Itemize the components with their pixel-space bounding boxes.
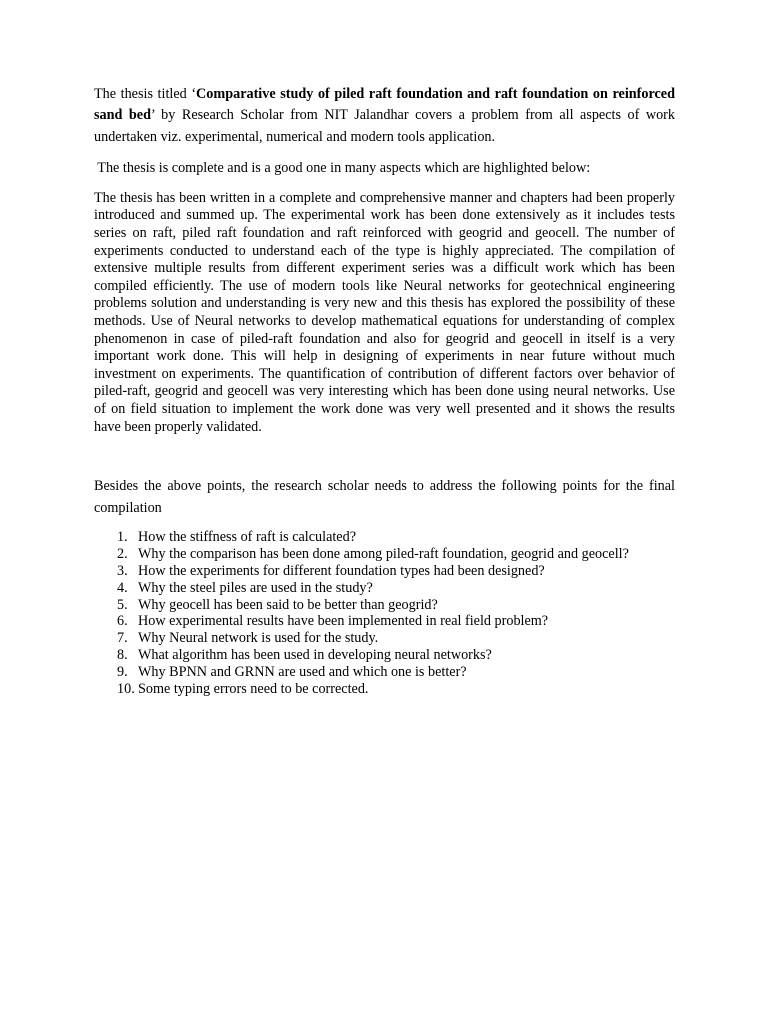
points-list: [94, 529, 675, 698]
document-page: [94, 84, 675, 698]
list-item-number: 5.: [117, 596, 128, 613]
list-item: [117, 664, 675, 681]
list-item-text: What algorithm has been used in developing neural networks?: [138, 647, 492, 664]
list-item-number: 4.: [117, 579, 128, 596]
list-item: [117, 529, 675, 546]
intro-suffix: ’ by Research Scholar from NIT Jalandhar covers a problem from all aspects of work undertaken viz. experimental, numerical and modern tools application.: [94, 107, 675, 145]
list-item-number: 2.: [117, 545, 128, 562]
intro-paragraph: [94, 84, 675, 148]
list-item-number: 10.: [117, 681, 135, 698]
list-item-text: Why the comparison has been done among piled-raft foundation, geogrid and geocell?: [138, 545, 629, 562]
list-item: [117, 563, 675, 580]
requirements-paragraph: Besides the above points, the research scholar needs to address the following points for the final compilation: [94, 478, 675, 516]
list-item-text: Why geocell has been said to be better than geogrid?: [138, 596, 438, 613]
list-item: [117, 647, 675, 664]
list-item-text: How experimental results have been implemented in real field problem?: [138, 613, 549, 630]
list-item: [117, 546, 675, 563]
thesis-title: Comparative study of piled raft foundation and raft foundation on reinforced sand bed: [94, 86, 675, 124]
list-item-number: 7.: [117, 630, 128, 647]
list-item: [117, 597, 675, 614]
list-item-number: 1.: [117, 528, 128, 545]
assessment-paragraph: The thesis has been written in a complete and comprehensive manner and chapters had been properly introduced and summed up. The experimental work has been done extensively as it includes tests series on raft, piled raft foundation and raft reinforced with geogrid and geocell. The number of experiments conducted to understand each of the type is highly appreciated. The compilation of extensive multiple results from different experiment series was a difficult work which has been compiled efficiently. The use of modern tools like Neural networks for geotechnical engineering problems solution and understanding is very new and this thesis has explored the possibility of these methods. Use of Neural networks to develop mathematical equations for understanding of complex phenomenon in case of piled-raft foundation and also for geogrid and geocell in itself is a very important work done. This will help in designing of experiments in near future without much investment on experiments. The quantification of contribution of different factors over behavior of piled-raft, geogrid and geocell was very interesting which has been done using neural networks. Use of on field situation to implement the work done was very well presented and it shows the results have been properly validated.: [94, 189, 675, 435]
list-item: [117, 630, 675, 647]
list-item-number: 3.: [117, 562, 128, 579]
list-item-text: Why the steel piles are used in the study?: [138, 579, 373, 596]
list-item-text: How the experiments for different foundation types had been designed?: [138, 562, 545, 579]
list-item-number: 8.: [117, 647, 128, 664]
list-item: [117, 580, 675, 597]
list-item-number: 9.: [117, 664, 128, 681]
list-item-text: Why Neural network is used for the study.: [138, 630, 379, 647]
list-item-text: Why BPNN and GRNN are used and which one is better?: [138, 664, 467, 681]
list-item: [117, 613, 675, 630]
list-item-text: How the stiffness of raft is calculated?: [138, 528, 356, 545]
summary-paragraph: The thesis is complete and is a good one in many aspects which are highlighted below:: [94, 160, 591, 177]
list-item-number: 6.: [117, 613, 128, 630]
list-item: [117, 681, 675, 698]
intro-prefix: The thesis titled ‘: [94, 86, 197, 102]
list-item-text: Some typing errors need to be corrected.: [138, 681, 369, 698]
